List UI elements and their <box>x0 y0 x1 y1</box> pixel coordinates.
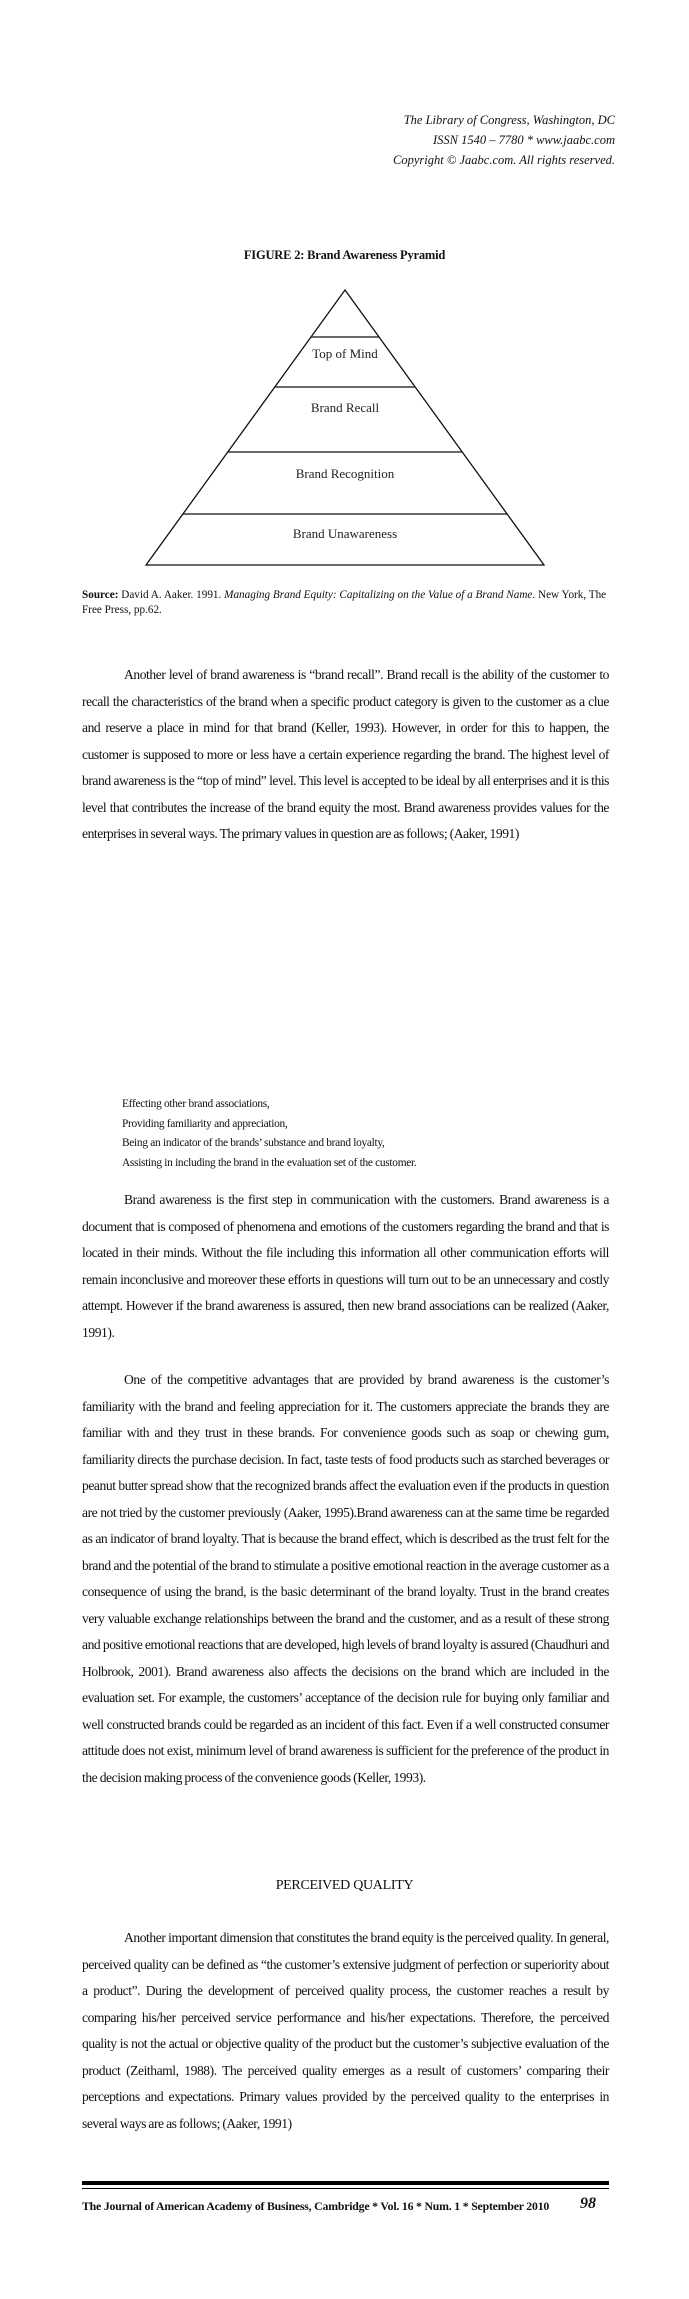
figure-source <box>82 588 622 618</box>
list-item: Effecting other brand associations, <box>122 1098 270 1110</box>
header-line-library: The Library of Congress, Washington, DC <box>403 113 615 127</box>
pyramid-level-brand-unawareness: Brand Unawareness <box>292 526 398 541</box>
page-number: 98 <box>580 2195 596 2212</box>
source-book-title: Managing Brand Equity: Capitalizing on the Value of a Brand Name <box>224 589 533 601</box>
footer-rule-thin <box>82 2188 609 2189</box>
paragraph-brand-recall <box>82 662 609 848</box>
paragraph-text: One of the competitive advantages that are provided by brand awareness is the customer’s familiarity with the brand and feeling appreciation for it. The customers appreciate the brands they are familiar with and they trust in these brands. For convenience goods such as soap or chewing gum, familiarity directs the purchase decision. In fact, taste tests of food products such as starched beverages or peanut butter spread show that the recognized brands affect the evaluation even if the products in question are not tried by the customer previously (Aaker, 1995).Brand awareness can at the same time be regarded as an indicator of brand loyalty. That is because the brand effect, which is described as the trust felt for the brand and the potential of the brand to stimulate a positive emotional reaction in the average customer as a consequence of using the brand, is the basic determinant of the brand loyalty. Trust in the brand creates very valuable exchange relationships between the brand and the customer, and as a result of these strong and positive emotional reactions that are developed, high levels of brand loyalty is assured (Chaudhuri and Holbrook, 2001). Brand awareness also affects the decisions on the brand which are included in the evaluation set. For example, the customers’ acceptance of the decision rule for buying only familiar and well constructed brands could be regarded as an incident of this fact. Even if a well constructed consumer attitude does not exist, minimum level of brand awareness is sufficient for the preference of the product in the decision making process of the convenience goods (Keller, 1993). <box>82 1372 609 1785</box>
paragraph-competitive-advantages <box>82 1367 609 1791</box>
header-line-issn: ISSN 1540 – 7780 * www.jaabc.com <box>432 133 615 147</box>
paragraph-text: Another level of brand awareness is “brand recall”. Brand recall is the ability of the customer to recall the characteristics of the brand when a specific product category is given to the customer as a clue and reserve a place in mind for that brand (Keller, 1993). However, in order for this to happen, the customer is supposed to more or less have a certain experience regarding the brand. The highest level of brand awareness is the “top of mind” level. This level is accepted to be ideal by all enterprises and it is this level that contributes the increase of the brand equity the most. Brand awareness provides values for the enterprises in several ways. The primary values in question are as follows; (Aaker, 1991) <box>82 667 609 841</box>
journal-footer: The Journal of American Academy of Business, Cambridge * Vol. 16 * Num. 1 * September 2010 <box>82 2199 550 2213</box>
paragraph-first-step <box>82 1187 609 1346</box>
pyramid-level-brand-recognition: Brand Recognition <box>295 466 395 481</box>
header-line-copyright: Copyright © Jaabc.com. All rights reserved. <box>393 153 615 167</box>
list-item: Assisting in including the brand in the evaluation set of the customer. <box>122 1156 417 1169</box>
brand-awareness-values-list <box>122 1095 582 1173</box>
source-authors: David A. Aaker. 1991. <box>118 589 225 601</box>
paragraph-perceived-quality <box>82 1925 609 2137</box>
figure-title: FIGURE 2: Brand Awareness Pyramid <box>243 248 446 262</box>
list-item: Being an indicator of the brands’ substance and brand loyalty, <box>122 1137 385 1149</box>
paragraph-text: Brand awareness is the first step in communication with the customers. Brand awareness is a document that is composed of phenomena and emotions of the customers regarding the brand and that is located in their minds. Without the file including this information all other communication efforts will remain inconclusive and moreover these efforts in questions will turn out to be an unnecessary and costly attempt. However if the brand awareness is assured, then new brand associations can be realized (Aaker, 1991). <box>82 1192 609 1340</box>
pyramid-level-top-of-mind: Top of Mind <box>312 346 378 361</box>
section-heading-perceived-quality: PERCEIVED QUALITY <box>275 1878 414 1893</box>
source-label: Source: <box>82 589 119 601</box>
list-item: Providing familiarity and appreciation, <box>122 1117 288 1130</box>
footer-rule-thick <box>82 2181 609 2185</box>
pyramid-outline <box>146 290 544 565</box>
source-publisher: . New York, The Free Press, pp.62. <box>82 589 607 616</box>
paragraph-text: Another important dimension that constitutes the brand equity is the perceived quality. In general, perceived quality can be defined as “the customer’s extensive judgment of perfection or superiority about a product”. During the development of perceived quality process, the customer reaches a result by comparing his/her perceived service performance and his/her expectations. Therefore, the perceived quality is not the actual or objective quality of the product but the customer’s subjective evaluation of the product (Zeithaml, 1988). The perceived quality emerges as a result of customers’ comparing their perceptions and expectations. Primary values provided by the perceived quality to the enterprises in several ways are as follows; (Aaker, 1991) <box>82 1930 609 2131</box>
pyramid-level-brand-recall: Brand Recall <box>310 400 380 415</box>
